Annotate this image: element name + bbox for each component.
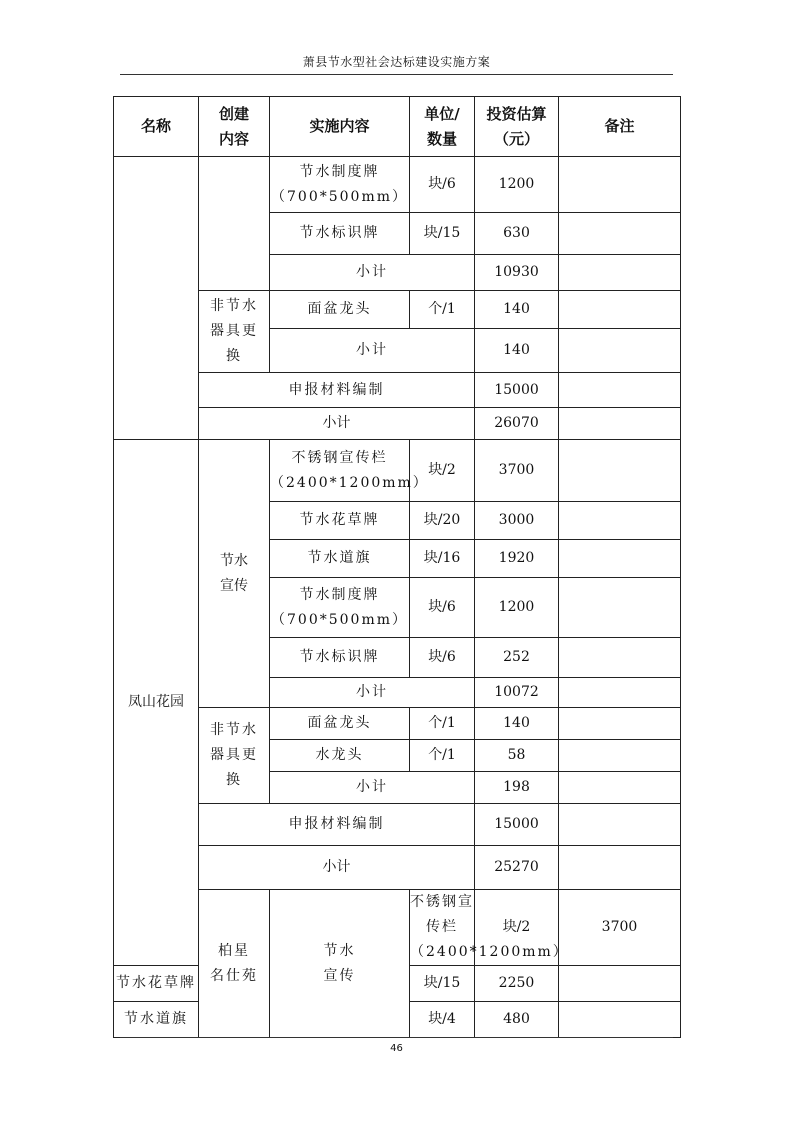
col-header-unit-l1: 单位/	[424, 104, 460, 123]
note-cell	[559, 772, 681, 804]
cost-cell: 15000	[475, 804, 559, 846]
table-row	[114, 440, 681, 502]
impl-line2: （700*500mm）	[271, 188, 408, 205]
col-header-note: 备注	[559, 97, 681, 157]
impl-cell: 节水标识牌	[270, 213, 410, 255]
cost-cell: 140	[475, 291, 559, 329]
table-row	[114, 157, 681, 213]
table-row	[114, 804, 681, 846]
name-cell	[199, 890, 270, 1038]
cost-cell: 15000	[475, 373, 559, 408]
note-cell	[559, 540, 681, 578]
section-total-label: 小计	[199, 408, 475, 440]
col-header-content-l1: 创建	[218, 104, 249, 123]
page-number: 46	[390, 1043, 403, 1054]
table-row	[114, 291, 681, 329]
category-cell	[270, 890, 410, 1038]
col-header-content-l2: 内容	[218, 129, 249, 148]
cost-cell: 10930	[475, 255, 559, 291]
name-cell-continued	[114, 157, 199, 440]
cost-cell: 3000	[475, 502, 559, 540]
col-header-cost	[475, 97, 559, 157]
note-cell	[559, 578, 681, 638]
cost-cell: 198	[475, 772, 559, 804]
category-line1: 节水	[323, 942, 356, 959]
impl-line1: 不锈钢宣传栏	[410, 894, 474, 935]
impl-cell: 节水道旗	[270, 540, 410, 578]
col-header-content	[199, 97, 270, 157]
page-header: 萧县节水型社会达标建设实施方案	[302, 55, 491, 69]
category-line1: 节水	[220, 552, 248, 569]
table-row	[114, 890, 681, 966]
footer-rule	[120, 1037, 673, 1038]
note-cell	[559, 846, 681, 890]
cost-cell: 1200	[475, 157, 559, 213]
col-header-cost-l1: 投资估算	[486, 104, 547, 123]
note-cell	[559, 213, 681, 255]
category-cell	[199, 708, 270, 804]
unit-cell: 块/6	[410, 157, 475, 213]
cost-cell: 1920	[475, 540, 559, 578]
cost-cell: 3700	[475, 440, 559, 502]
col-header-cost-l2: （元）	[493, 129, 539, 148]
note-cell	[559, 1002, 681, 1038]
unit-cell: 块/6	[410, 578, 475, 638]
note-cell	[559, 157, 681, 213]
note-cell	[559, 740, 681, 772]
impl-line1: 节水制度牌	[299, 586, 380, 603]
impl-cell	[270, 157, 410, 213]
budget-table	[113, 96, 681, 1038]
impl-cell: 节水花草牌	[270, 502, 410, 540]
impl-cell: 节水花草牌	[114, 966, 199, 1002]
cost-cell: 140	[475, 329, 559, 373]
note-cell	[559, 440, 681, 502]
header-rule	[120, 74, 673, 75]
impl-line2: （2400*1200mm）	[410, 944, 569, 960]
note-cell	[559, 502, 681, 540]
category-line3: 换	[226, 772, 242, 788]
category-cell	[199, 440, 270, 708]
subtotal-label: 小计	[270, 255, 475, 291]
category-line2: 器具更	[210, 323, 258, 339]
note-cell	[559, 408, 681, 440]
cost-cell: 140	[475, 708, 559, 740]
impl-line2: （700*500mm）	[271, 611, 408, 628]
impl-cell: 面盆龙头	[270, 708, 410, 740]
unit-cell: 块/15	[410, 213, 475, 255]
category-cell	[199, 291, 270, 373]
note-cell	[559, 373, 681, 408]
unit-cell: 块/2	[475, 890, 559, 966]
impl-cell	[270, 578, 410, 638]
impl-cell: 面盆龙头	[270, 291, 410, 329]
section-total-cost: 26070	[475, 408, 559, 440]
table-row	[114, 708, 681, 740]
section-total-label: 小计	[199, 846, 475, 890]
unit-cell: 块/15	[410, 966, 475, 1002]
cost-cell: 252	[475, 638, 559, 678]
cost-cell: 2250	[475, 966, 559, 1002]
note-cell	[559, 804, 681, 846]
category-line1: 非节水	[210, 722, 258, 738]
note-cell	[559, 678, 681, 708]
subtotal-label: 小计	[270, 678, 475, 708]
unit-cell: 块/6	[410, 638, 475, 678]
unit-cell: 块/20	[410, 502, 475, 540]
cost-cell: 3700	[559, 890, 681, 966]
unit-cell: 块/4	[410, 1002, 475, 1038]
unit-cell: 块/2	[410, 440, 475, 502]
impl-cell: 水龙头	[270, 740, 410, 772]
cost-cell: 58	[475, 740, 559, 772]
unit-cell: 个/1	[410, 740, 475, 772]
impl-line2: （2400*1200mm）	[270, 474, 429, 491]
note-cell	[559, 291, 681, 329]
section-total-cost: 25270	[475, 846, 559, 890]
section-total-row	[114, 846, 681, 890]
cost-cell: 10072	[475, 678, 559, 708]
impl-cell: 节水标识牌	[270, 638, 410, 678]
table-header-row	[114, 97, 681, 157]
impl-cell	[270, 440, 429, 502]
section-total-row	[114, 408, 681, 440]
cost-cell: 1200	[475, 578, 559, 638]
unit-cell: 个/1	[410, 291, 475, 329]
table-row	[114, 373, 681, 408]
name-line1: 柏星	[218, 942, 250, 959]
note-cell	[559, 329, 681, 373]
impl-line1: 节水制度牌	[299, 163, 380, 180]
note-cell	[559, 638, 681, 678]
report-label: 申报材料编制	[199, 804, 475, 846]
category-line2: 器具更	[210, 747, 258, 763]
category-line2: 宣传	[323, 967, 356, 984]
unit-cell: 块/16	[410, 540, 475, 578]
col-header-unit-l2: 数量	[426, 129, 457, 148]
impl-line1: 不锈钢宣传栏	[291, 449, 388, 466]
subtotal-label: 小计	[270, 329, 475, 373]
name-line2: 名仕苑	[210, 967, 258, 984]
impl-cell: 节水道旗	[114, 1002, 199, 1038]
cost-cell: 630	[475, 213, 559, 255]
category-cell-continued	[199, 157, 270, 291]
note-cell	[559, 966, 681, 1002]
report-label: 申报材料编制	[199, 373, 475, 408]
cost-cell: 480	[475, 1002, 559, 1038]
note-cell	[559, 708, 681, 740]
subtotal-label: 小计	[270, 772, 475, 804]
col-header-unit	[410, 97, 475, 157]
unit-cell: 个/1	[410, 708, 475, 740]
col-header-impl: 实施内容	[270, 97, 410, 157]
category-line3: 换	[226, 348, 242, 364]
col-header-name: 名称	[114, 97, 199, 157]
category-line1: 非节水	[210, 298, 258, 314]
category-line2: 宣传	[220, 577, 248, 594]
name-cell: 凤山花园	[114, 440, 199, 966]
note-cell	[559, 255, 681, 291]
